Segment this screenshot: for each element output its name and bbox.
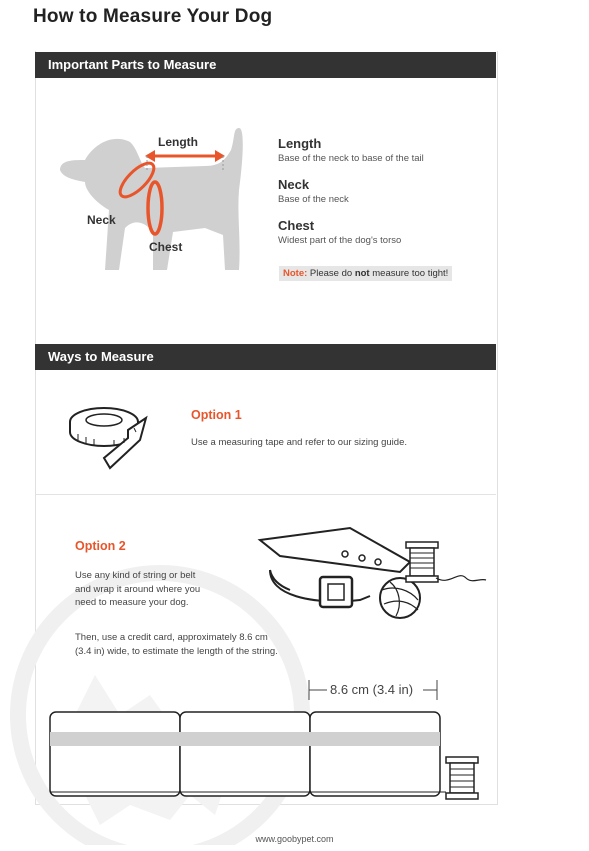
option2-text2-line: Then, use a credit card, approximately 8.6 cm xyxy=(75,632,268,643)
note-text-before: Please do xyxy=(307,268,355,279)
option2-text xyxy=(75,569,200,610)
option2-text2 xyxy=(75,631,278,658)
part-desc-chest: Widest part of the dog's torso xyxy=(278,235,402,246)
option2-text2-line: (3.4 in) wide, to estimate the length of the string. xyxy=(75,645,278,657)
diagram-label-neck: Neck xyxy=(87,213,116,227)
option1-text: Use a measuring tape and refer to our sizing guide. xyxy=(191,437,407,448)
spool-icon xyxy=(444,755,484,803)
spool-icon xyxy=(400,540,490,590)
parts-section-heading: Important Parts to Measure xyxy=(35,52,496,78)
measuring-tape-icon xyxy=(68,400,150,472)
page-title: How to Measure Your Dog xyxy=(33,6,273,27)
part-term-length: Length xyxy=(278,136,322,151)
part-term-neck: Neck xyxy=(278,177,310,192)
part-term-chest: Chest xyxy=(278,218,315,233)
diagram-label-length: Length xyxy=(158,135,198,149)
option2-text-line: Use any kind of string or belt xyxy=(75,570,196,581)
option1-title: Option 1 xyxy=(191,408,242,422)
ways-section-heading: Ways to Measure xyxy=(35,344,496,370)
dog-silhouette xyxy=(55,120,255,290)
card-width-label: 8.6 cm (3.4 in) xyxy=(330,682,414,697)
note-label: Note: xyxy=(283,268,308,279)
part-desc-neck: Base of the neck xyxy=(278,194,349,205)
note-emphasis: not xyxy=(354,268,370,279)
footer-url: www.goobypet.com xyxy=(255,834,334,844)
option2-title: Option 2 xyxy=(75,539,126,553)
option2-text-line: need to measure your dog. xyxy=(75,597,189,608)
note-text-after: measure too tight! xyxy=(369,268,449,279)
part-desc-length: Base of the neck to base of the tail xyxy=(278,153,424,164)
diagram-label-chest: Chest xyxy=(149,240,183,254)
option2-text-line: and wrap it around where you xyxy=(75,583,201,595)
options-divider xyxy=(36,494,496,495)
credit-card-icon xyxy=(46,706,446,802)
measure-note xyxy=(279,266,452,281)
